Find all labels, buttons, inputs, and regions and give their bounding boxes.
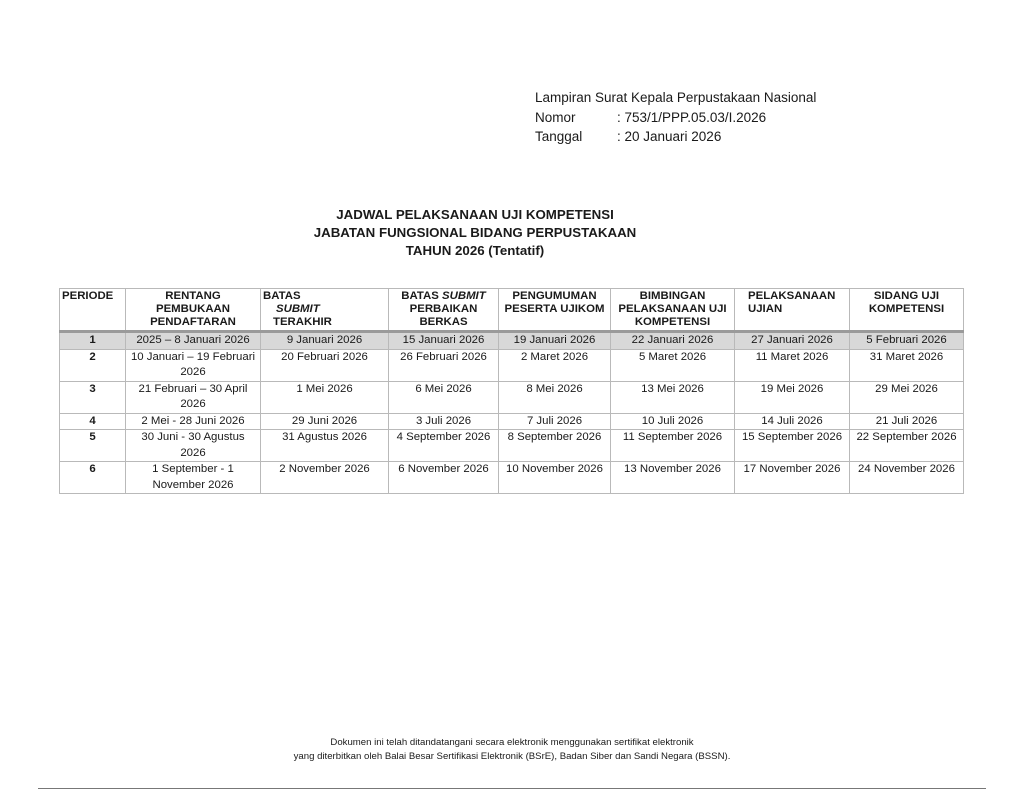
cell-rentang: 30 Juni - 30 Agustus 2026 [126,430,261,462]
bottom-divider [38,788,986,789]
cell-rentang: 1 September - 1 November 2026 [126,462,261,494]
tanggal-value: : 20 Januari 2026 [617,129,722,144]
header-bimbingan: BIMBINGAN PELAKSANAAN UJI KOMPETENSI [611,289,735,332]
header-batas-perbaikan-line2: PERBAIKAN BERKAS [409,303,478,328]
attachment-heading: Lampiran Surat Kepala Perpustakaan Nasional [535,90,817,105]
header-batas-submit-line2: SUBMIT [276,303,320,315]
cell-batas-perbaikan: 4 September 2026 [389,430,499,462]
cell-pengumuman: 10 November 2026 [499,462,611,494]
cell-batas-perbaikan: 15 Januari 2026 [389,332,499,350]
header-sidang: SIDANG UJI KOMPETENSI [850,289,964,332]
cell-periode: 2 [60,349,126,381]
cell-pengumuman: 8 September 2026 [499,430,611,462]
attachment-block [535,88,816,147]
table-row [60,381,964,413]
header-batas-submit-line1: BATAS [263,290,301,302]
cell-periode: 3 [60,381,126,413]
cell-pelaksanaan: 15 September 2026 [735,430,850,462]
cell-batas-submit: 20 Februari 2026 [261,349,389,381]
header-batas-perbaikan-italic: SUBMIT [442,290,486,302]
cell-pelaksanaan: 11 Maret 2026 [735,349,850,381]
cell-bimbingan: 11 September 2026 [611,430,735,462]
cell-pelaksanaan: 27 Januari 2026 [735,332,850,350]
cell-pengumuman: 19 Januari 2026 [499,332,611,350]
cell-rentang: 2025 – 8 Januari 2026 [126,332,261,350]
e-signature-footer [0,736,1024,764]
footer-line-2: yang diterbitkan oleh Balai Besar Sertifikasi Elektronik (BSrE), Badan Siber dan Sandi Negara (BSSN). [293,751,731,762]
title-line-1: JADWAL PELAKSANAAN UJI KOMPETENSI [336,207,614,222]
cell-pengumuman: 7 Juli 2026 [499,413,611,430]
cell-rentang: 21 Februari – 30 April 2026 [126,381,261,413]
table-row [60,462,964,494]
cell-periode: 5 [60,430,126,462]
cell-bimbingan: 10 Juli 2026 [611,413,735,430]
cell-bimbingan: 22 Januari 2026 [611,332,735,350]
cell-sidang: 22 September 2026 [850,430,964,462]
cell-batas-perbaikan: 6 November 2026 [389,462,499,494]
table-row [60,349,964,381]
cell-pelaksanaan: 14 Juli 2026 [735,413,850,430]
cell-rentang: 2 Mei - 28 Juni 2026 [126,413,261,430]
cell-sidang: 21 Juli 2026 [850,413,964,430]
table-row [60,413,964,430]
nomor-label: Nomor [535,109,576,125]
nomor-row [535,108,816,128]
cell-batas-submit: 9 Januari 2026 [261,332,389,350]
cell-rentang: 10 Januari – 19 Februari 2026 [126,349,261,381]
table-row [60,332,964,350]
cell-sidang: 24 November 2026 [850,462,964,494]
title-line-3: TAHUN 2026 (Tentatif) [405,243,545,258]
cell-pengumuman: 8 Mei 2026 [499,381,611,413]
cell-batas-perbaikan: 6 Mei 2026 [389,381,499,413]
footer-line-1: Dokumen ini telah ditandatangani secara elektronik menggunakan sertifikat elektronik [330,737,694,748]
cell-pengumuman: 2 Maret 2026 [499,349,611,381]
header-rentang: RENTANG PEMBUKAAN PENDAFTARAN [126,289,261,332]
cell-pelaksanaan: 19 Mei 2026 [735,381,850,413]
cell-bimbingan: 13 Mei 2026 [611,381,735,413]
table-row [60,430,964,462]
cell-batas-submit: 2 November 2026 [261,462,389,494]
header-periode: PERIODE [60,289,126,332]
cell-sidang: 5 Februari 2026 [850,332,964,350]
cell-periode: 6 [60,462,126,494]
tanggal-row [535,127,816,147]
schedule-table [59,288,964,494]
cell-periode: 1 [60,332,126,350]
cell-sidang: 29 Mei 2026 [850,381,964,413]
cell-periode: 4 [60,413,126,430]
table-header-row [60,289,964,332]
cell-sidang: 31 Maret 2026 [850,349,964,381]
header-batas-perbaikan-line1: BATAS [401,290,443,302]
document-title [0,206,950,260]
nomor-value: : 753/1/PPP.05.03/I.2026 [617,109,767,125]
header-pengumuman: PENGUMUMAN PESERTA UJIKOM [499,289,611,332]
cell-batas-perbaikan: 26 Februari 2026 [389,349,499,381]
tanggal-label: Tanggal [535,129,583,144]
header-batas-submit [261,289,389,332]
cell-pelaksanaan: 17 November 2026 [735,462,850,494]
cell-bimbingan: 5 Maret 2026 [611,349,735,381]
cell-batas-submit: 31 Agustus 2026 [261,430,389,462]
cell-batas-submit: 29 Juni 2026 [261,413,389,430]
cell-bimbingan: 13 November 2026 [611,462,735,494]
header-batas-perbaikan [389,289,499,332]
header-pelaksanaan: PELAKSANAAN UJIAN [735,289,850,332]
title-line-2: JABATAN FUNGSIONAL BIDANG PERPUSTAKAAN [313,225,637,240]
cell-batas-perbaikan: 3 Juli 2026 [389,413,499,430]
cell-batas-submit: 1 Mei 2026 [261,381,389,413]
header-batas-submit-line3: TERAKHIR [273,316,332,328]
